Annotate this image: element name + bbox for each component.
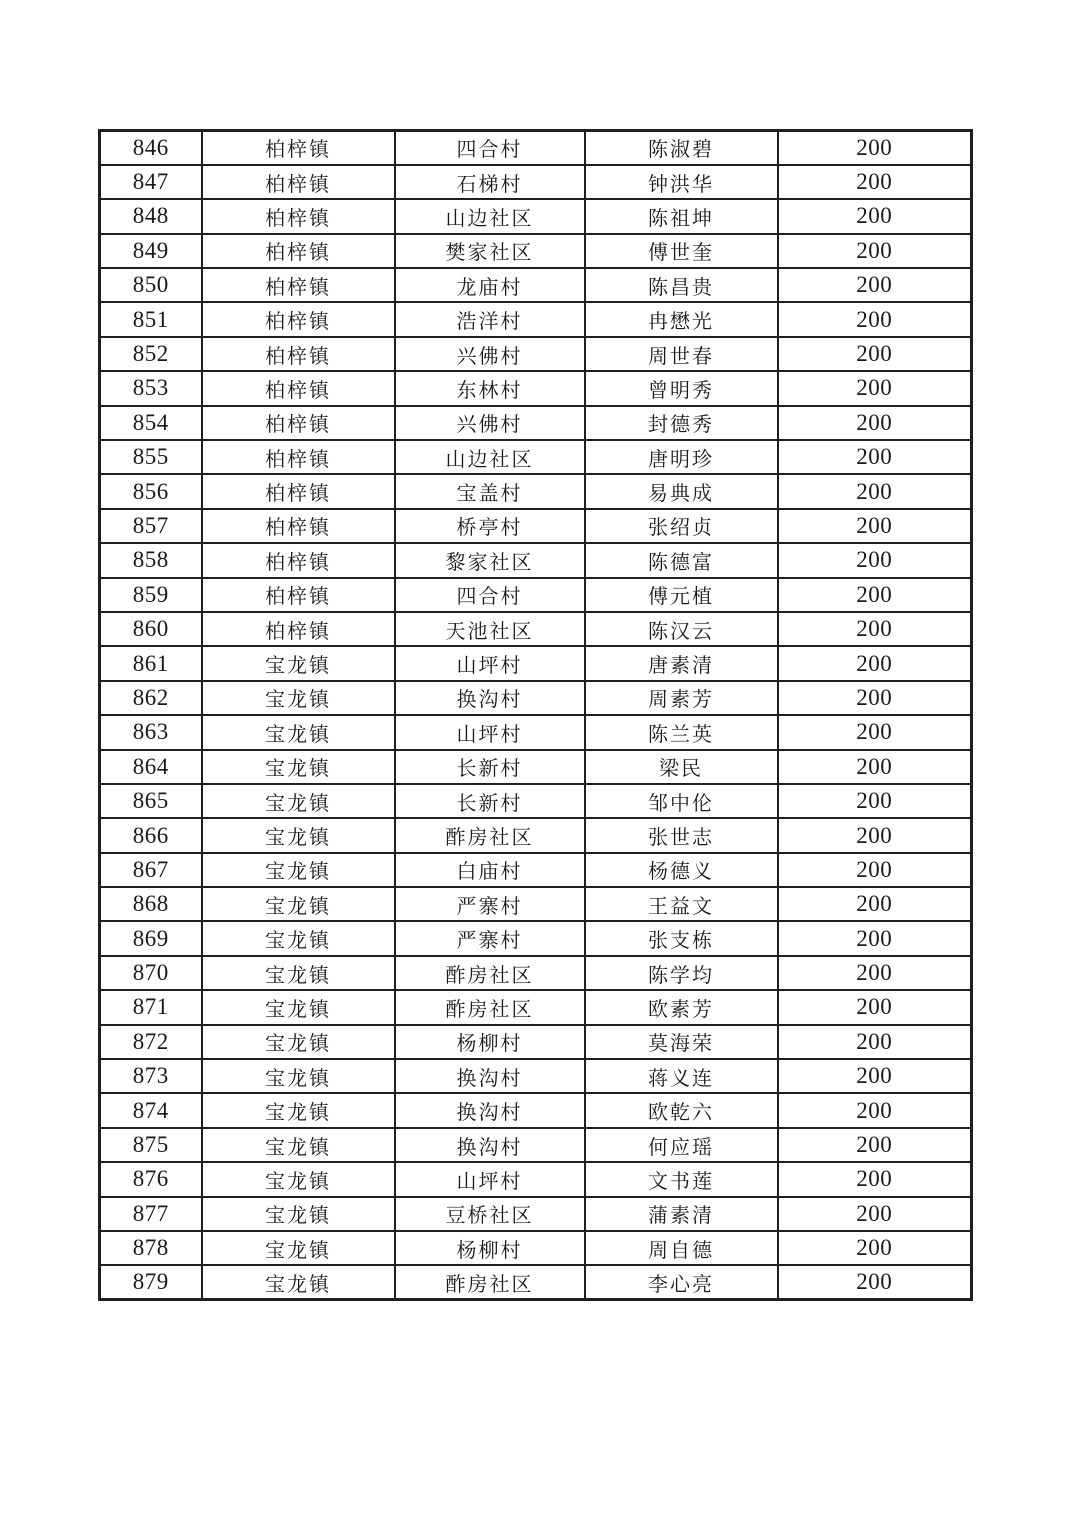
table-row (100, 1162, 972, 1196)
town-cell: 柏梓镇 (202, 131, 395, 165)
table-row (100, 921, 972, 955)
name-cell: 杨德义 (585, 853, 778, 887)
town-cell: 宝龙镇 (202, 1265, 395, 1299)
table-row (100, 715, 972, 749)
town-cell: 柏梓镇 (202, 578, 395, 612)
name-cell: 封德秀 (585, 406, 778, 440)
index-cell: 851 (100, 302, 202, 336)
amount-cell: 200 (778, 371, 972, 405)
table-row (100, 509, 972, 543)
town-cell: 柏梓镇 (202, 543, 395, 577)
name-cell: 陈祖坤 (585, 199, 778, 233)
town-cell: 柏梓镇 (202, 440, 395, 474)
amount-cell: 200 (778, 1128, 972, 1162)
town-cell: 宝龙镇 (202, 1128, 395, 1162)
table-row (100, 337, 972, 371)
town-cell: 宝龙镇 (202, 1162, 395, 1196)
table-row (100, 474, 972, 508)
index-cell: 852 (100, 337, 202, 371)
table-row (100, 853, 972, 887)
town-cell: 宝龙镇 (202, 681, 395, 715)
amount-cell: 200 (778, 956, 972, 990)
table-row (100, 1265, 972, 1299)
town-cell: 柏梓镇 (202, 406, 395, 440)
town-cell: 柏梓镇 (202, 234, 395, 268)
town-cell: 柏梓镇 (202, 509, 395, 543)
index-cell: 849 (100, 234, 202, 268)
name-cell: 陈汉云 (585, 612, 778, 646)
table-row (100, 1025, 972, 1059)
town-cell: 宝龙镇 (202, 818, 395, 852)
village-cell: 浩洋村 (395, 302, 585, 336)
village-cell: 山坪村 (395, 1162, 585, 1196)
name-cell: 周世春 (585, 337, 778, 371)
name-cell: 陈淑碧 (585, 131, 778, 165)
index-cell: 855 (100, 440, 202, 474)
index-cell: 869 (100, 921, 202, 955)
table-row (100, 543, 972, 577)
name-cell: 唐素清 (585, 646, 778, 680)
index-cell: 856 (100, 474, 202, 508)
amount-cell: 200 (778, 1231, 972, 1265)
town-cell: 宝龙镇 (202, 990, 395, 1024)
index-cell: 878 (100, 1231, 202, 1265)
name-cell: 邹中伦 (585, 784, 778, 818)
amount-cell: 200 (778, 784, 972, 818)
amount-cell: 200 (778, 440, 972, 474)
village-cell: 酢房社区 (395, 956, 585, 990)
town-cell: 宝龙镇 (202, 1093, 395, 1127)
amount-cell: 200 (778, 578, 972, 612)
village-cell: 酢房社区 (395, 990, 585, 1024)
amount-cell: 200 (778, 199, 972, 233)
name-cell: 李心亮 (585, 1265, 778, 1299)
table-row (100, 268, 972, 302)
name-cell: 莫海荣 (585, 1025, 778, 1059)
amount-cell: 200 (778, 406, 972, 440)
village-cell: 宝盖村 (395, 474, 585, 508)
table-row (100, 681, 972, 715)
name-cell: 张支栋 (585, 921, 778, 955)
amount-cell: 200 (778, 990, 972, 1024)
index-cell: 859 (100, 578, 202, 612)
table-row (100, 750, 972, 784)
name-cell: 陈兰英 (585, 715, 778, 749)
table-row (100, 612, 972, 646)
name-cell: 陈学均 (585, 956, 778, 990)
index-cell: 874 (100, 1093, 202, 1127)
town-cell: 宝龙镇 (202, 750, 395, 784)
village-cell: 樊家社区 (395, 234, 585, 268)
amount-cell: 200 (778, 1162, 972, 1196)
table-row (100, 1128, 972, 1162)
town-cell: 柏梓镇 (202, 474, 395, 508)
amount-cell: 200 (778, 543, 972, 577)
index-cell: 876 (100, 1162, 202, 1196)
index-cell: 857 (100, 509, 202, 543)
table-row (100, 956, 972, 990)
name-cell: 易典成 (585, 474, 778, 508)
amount-cell: 200 (778, 337, 972, 371)
name-cell: 周自德 (585, 1231, 778, 1265)
name-cell: 张绍贞 (585, 509, 778, 543)
village-cell: 白庙村 (395, 853, 585, 887)
village-cell: 黎家社区 (395, 543, 585, 577)
village-cell: 换沟村 (395, 1128, 585, 1162)
amount-cell: 200 (778, 853, 972, 887)
village-cell: 严寨村 (395, 887, 585, 921)
amount-cell: 200 (778, 681, 972, 715)
index-cell: 870 (100, 956, 202, 990)
index-cell: 854 (100, 406, 202, 440)
index-cell: 863 (100, 715, 202, 749)
amount-cell: 200 (778, 1197, 972, 1231)
index-cell: 862 (100, 681, 202, 715)
table-row (100, 234, 972, 268)
amount-cell: 200 (778, 887, 972, 921)
village-cell: 酢房社区 (395, 1265, 585, 1299)
village-cell: 山边社区 (395, 199, 585, 233)
name-cell: 欧素芳 (585, 990, 778, 1024)
index-cell: 864 (100, 750, 202, 784)
town-cell: 宝龙镇 (202, 1231, 395, 1265)
index-cell: 847 (100, 165, 202, 199)
table-row (100, 371, 972, 405)
index-cell: 867 (100, 853, 202, 887)
amount-cell: 200 (778, 750, 972, 784)
amount-cell: 200 (778, 131, 972, 165)
table-row (100, 887, 972, 921)
table-row (100, 578, 972, 612)
village-cell: 换沟村 (395, 1059, 585, 1093)
index-cell: 873 (100, 1059, 202, 1093)
name-cell: 蒲素清 (585, 1197, 778, 1231)
town-cell: 柏梓镇 (202, 165, 395, 199)
village-cell: 山边社区 (395, 440, 585, 474)
table-row (100, 784, 972, 818)
town-cell: 柏梓镇 (202, 371, 395, 405)
index-cell: 875 (100, 1128, 202, 1162)
village-cell: 石梯村 (395, 165, 585, 199)
name-cell: 文书莲 (585, 1162, 778, 1196)
index-cell: 871 (100, 990, 202, 1024)
amount-cell: 200 (778, 1265, 972, 1299)
town-cell: 宝龙镇 (202, 887, 395, 921)
roster-table-body (100, 131, 972, 1300)
amount-cell: 200 (778, 474, 972, 508)
table-row (100, 1197, 972, 1231)
name-cell: 何应瑶 (585, 1128, 778, 1162)
table-row (100, 646, 972, 680)
village-cell: 酢房社区 (395, 818, 585, 852)
name-cell: 冉懋光 (585, 302, 778, 336)
index-cell: 850 (100, 268, 202, 302)
village-cell: 龙庙村 (395, 268, 585, 302)
index-cell: 861 (100, 646, 202, 680)
town-cell: 宝龙镇 (202, 1059, 395, 1093)
village-cell: 长新村 (395, 784, 585, 818)
name-cell: 钟洪华 (585, 165, 778, 199)
table-row (100, 131, 972, 165)
village-cell: 四合村 (395, 131, 585, 165)
name-cell: 陈德富 (585, 543, 778, 577)
index-cell: 879 (100, 1265, 202, 1299)
name-cell: 傅世奎 (585, 234, 778, 268)
table-row (100, 1059, 972, 1093)
village-cell: 严寨村 (395, 921, 585, 955)
amount-cell: 200 (778, 1059, 972, 1093)
town-cell: 宝龙镇 (202, 1197, 395, 1231)
amount-cell: 200 (778, 268, 972, 302)
amount-cell: 200 (778, 165, 972, 199)
town-cell: 宝龙镇 (202, 956, 395, 990)
index-cell: 877 (100, 1197, 202, 1231)
table-row (100, 406, 972, 440)
village-cell: 兴佛村 (395, 406, 585, 440)
name-cell: 周素芳 (585, 681, 778, 715)
table-row (100, 1093, 972, 1127)
town-cell: 宝龙镇 (202, 646, 395, 680)
table-row (100, 440, 972, 474)
village-cell: 桥亭村 (395, 509, 585, 543)
town-cell: 柏梓镇 (202, 302, 395, 336)
village-cell: 东林村 (395, 371, 585, 405)
amount-cell: 200 (778, 1025, 972, 1059)
village-cell: 换沟村 (395, 681, 585, 715)
village-cell: 杨柳村 (395, 1231, 585, 1265)
amount-cell: 200 (778, 612, 972, 646)
amount-cell: 200 (778, 646, 972, 680)
village-cell: 山坪村 (395, 646, 585, 680)
index-cell: 866 (100, 818, 202, 852)
town-cell: 宝龙镇 (202, 784, 395, 818)
index-cell: 853 (100, 371, 202, 405)
name-cell: 陈昌贵 (585, 268, 778, 302)
name-cell: 王益文 (585, 887, 778, 921)
name-cell: 傅元植 (585, 578, 778, 612)
table-row (100, 990, 972, 1024)
name-cell: 曾明秀 (585, 371, 778, 405)
name-cell: 张世志 (585, 818, 778, 852)
town-cell: 柏梓镇 (202, 337, 395, 371)
town-cell: 宝龙镇 (202, 853, 395, 887)
name-cell: 蒋义连 (585, 1059, 778, 1093)
village-cell: 四合村 (395, 578, 585, 612)
village-cell: 山坪村 (395, 715, 585, 749)
amount-cell: 200 (778, 921, 972, 955)
town-cell: 宝龙镇 (202, 715, 395, 749)
name-cell: 欧乾六 (585, 1093, 778, 1127)
index-cell: 868 (100, 887, 202, 921)
index-cell: 865 (100, 784, 202, 818)
village-cell: 兴佛村 (395, 337, 585, 371)
town-cell: 柏梓镇 (202, 199, 395, 233)
table-row (100, 165, 972, 199)
index-cell: 848 (100, 199, 202, 233)
index-cell: 846 (100, 131, 202, 165)
amount-cell: 200 (778, 1093, 972, 1127)
village-cell: 杨柳村 (395, 1025, 585, 1059)
town-cell: 宝龙镇 (202, 921, 395, 955)
amount-cell: 200 (778, 818, 972, 852)
name-cell: 梁民 (585, 750, 778, 784)
village-cell: 天池社区 (395, 612, 585, 646)
table-row (100, 199, 972, 233)
village-cell: 豆桥社区 (395, 1197, 585, 1231)
amount-cell: 200 (778, 302, 972, 336)
table-row (100, 302, 972, 336)
roster-table (98, 129, 973, 1301)
index-cell: 872 (100, 1025, 202, 1059)
index-cell: 860 (100, 612, 202, 646)
amount-cell: 200 (778, 509, 972, 543)
town-cell: 柏梓镇 (202, 612, 395, 646)
village-cell: 长新村 (395, 750, 585, 784)
index-cell: 858 (100, 543, 202, 577)
name-cell: 唐明珍 (585, 440, 778, 474)
village-cell: 换沟村 (395, 1093, 585, 1127)
table-row (100, 1231, 972, 1265)
table-row (100, 818, 972, 852)
amount-cell: 200 (778, 715, 972, 749)
amount-cell: 200 (778, 234, 972, 268)
town-cell: 柏梓镇 (202, 268, 395, 302)
town-cell: 宝龙镇 (202, 1025, 395, 1059)
